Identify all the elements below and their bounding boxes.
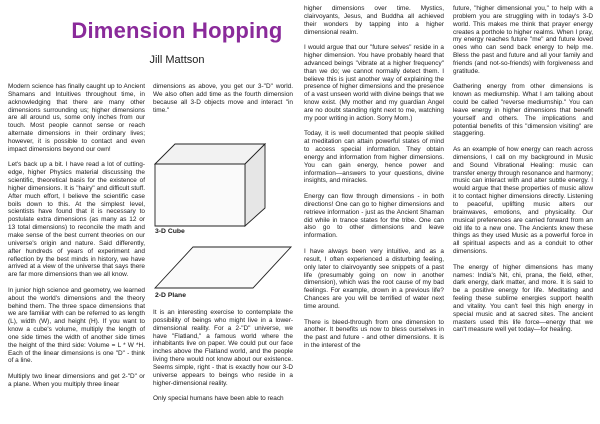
paragraph: As an example of how energy can reach across dimensions, I call on my background in Music and Sound Vibrational Healing: music can transfer energy through resonance and harmony; music can interact with and alter subtle energy. I would argue that these properties of music allow it to contact higher dimensions directly. Listening to peaceful, uplifting music alters our brainwaves, emotions, and physicality. Our musical preferences are carried forward from an old life to a new one. The Ancients knew these things as they used Music as a powerful force in all spiritual aspects and as a conduit to other dimensions. [453,146,593,256]
paragraph: I would argue that our "future selves" reside in a higher dimension. You have probably heard that advanced beings "vibrate at a higher frequency" than we do; we cannot normally detect them. I believe this is just another way of explaining the presence of higher dimensions and the presence of a vast unseen world with divine beings that we know exist. (My mother and my guardian Angel are no doubt standing right next to me, watching my poor writing in action. Sorry Mom.) [304,44,444,122]
plane-illustration [153,245,293,290]
paragraph: It is an interesting exercise to contemplate the possibility of beings who might live in a lower-dimensional reality. For a 2-"D" universe, we have "Flatland," a famous world where the inhabitants live on paper. We could put our face inches above the Flatland world, and the people living there would not know about our existence. Seems simple, right - that is exactly how our 3-D universe appears to beings who reside in a higher-dimensional reality. [153,309,293,387]
column-2-top [153,83,293,122]
article-title: Dimension Hopping [71,18,283,43]
paragraph: I have always been very intuitive, and as a result, I often experienced a disturbing feeling, only later to clairvoyantly see snippets of a past life (presumably going on now in another dimension), which was the root cause of my bad feelings. For example, drown in a previous life? Chances are you will be terrified of water next time around. [304,247,444,310]
paragraph: future, "higher dimensional you," to help with a problem you are struggling with in today's 3-D world. This makes me think that prayer energy creates a porthole to higher realms. When I pray, my energy reaches future "me" and future loved ones who can send back energy to help me. Bless the past and future and all your family and friends (and not-so-friends) with forgiveness and gratitude. [453,5,593,75]
paragraph: Only special humans have been able to reach [153,395,284,403]
paragraph: In junior high science and geometry, we learned about the world's dimensions and the theory behind them. The three space dimensions that we are familiar with can be referred to as length (L), width (W), and height (H). If you want to know a cube's volume, multiply the length of one side times the width of another side times the height of the third side: Volume = L * W *H. Each of the linear dimensions is one "D" - think of a line. [8,286,145,365]
paragraph: dimensions as above, you get our 3-"D" world. We also often add time as the fourth dimension because all 3-D objects move and interact "in time." [153,83,293,114]
paragraph: Today, it is well documented that people skilled at meditation can attain powerful states of mind to access special information. They obtain energy and information from higher dimensions. You can gain energy, hence power and information—answers to your questions, divine insights, and miracles. [304,130,444,185]
paragraph: Energy can flow through dimensions - in both directions! One can go to higher dimensions and retrieve information - just as the Ancient Shaman did while in trance states for the tribe. One can also go to other dimensions and leave information. [304,193,444,240]
paragraph: There is bleed-through from one dimension to another. It benefits us now to bless ourselves in the past and future - and other dimensions. It is in the interest of the [304,318,444,350]
column-1 [8,83,145,397]
paragraph: Gathering energy from other dimensions is known as mediumship. What I am talking about could be called "reverse mediumship." You can leave energy in higher dimensions that benefit yourself and others. The implications and potential benefits of this "dimension visiting" are staggering. [453,83,593,138]
plane-caption: 2-D Plane [155,292,186,299]
cube-illustration [153,142,267,228]
paragraph: higher dimensions over time. Mystics, clairvoyants, Jesus, and Buddha all achieved their wonders by tapping into a higher dimensional realm. [304,5,444,36]
column-2-bottom [153,309,293,411]
paragraph: Modern science has finally caught up to Ancient Shamans and Intuitives throughout time, in acknowledging that there are many other dimensions surrounding us; higher dimensions are all around us, some only inches from our touch. Most people cannot sense or reach alternate dimensions in their ordinary lives; however, it is possible to contact and even impact dimensions beyond our own! [8,83,145,153]
column-4 [453,5,593,342]
column-3 [304,5,444,358]
cube-caption: 3-D Cube [155,228,185,235]
author-name: Jill Mattson [149,54,205,66]
paragraph: The energy of higher dimensions has many names: India's Nit, chi, prana, the field, ether, dark energy, dark matter, and more. It is said to be a positive energy for life. Meditating and feeling these sublime energies support health and vitality. You can't feel this high energy in special music and at sacred sites. The ancient masters used this life force—energy that we can't measure well yet today—for healing. [453,263,593,334]
paragraph: Multiply two linear dimensions and get 2-"D" or a plane. When you multiply three linear [8,373,145,388]
paragraph: Let's back up a bit. I have read a lot of cutting-edge, higher Physics material discussing the scientific, theoretical basis for the existence of higher dimensions. It is "hairy" and difficult stuff. After much effort, I believe the scientific case boils down to this. At the simplest level, scientists have found that it is necessary to postulate extra dimensions (as many as 12 or 13 total dimensions) to reconcile the math and make sense of the best current theories on our universe's origin and nature. Said differently, after hundreds of years of experiment and reflection by the best minds in history, we have arrived at a view of the universe that says there are far more dimensions than we all know. [8,161,145,279]
